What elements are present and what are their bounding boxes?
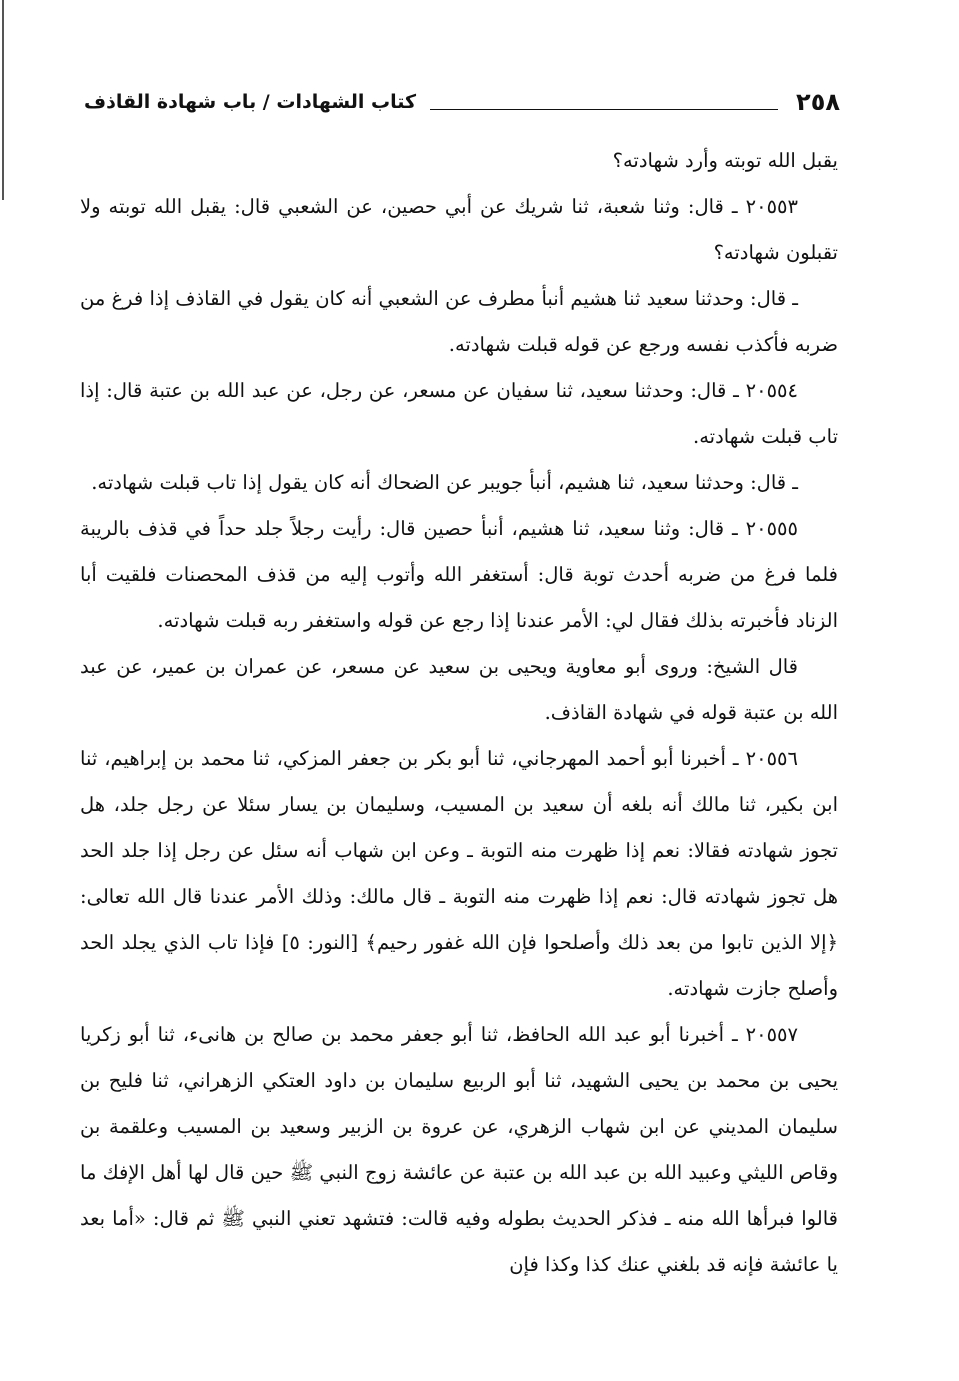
paragraph-hadith-20554: ٢٠٥٥٤ ـ قال: وحدثنا سعيد، ثنا سفيان عن مسعر، عن رجل، عن عبد الله بن عتبة قال: إذا تاب قبلت شهادته. [80, 379, 838, 448]
running-title: كتاب الشهادات / باب شهادة القاذف [84, 91, 417, 113]
page-number: ٢٥٨ [796, 88, 840, 116]
paragraph-hadith-20556: ٢٠٥٥٦ ـ أخبرنا أبو أحمد المهرجاني، ثنا أبو بكر بن جعفر المزكي، ثنا محمد بن إبراهيم، ثنا ابن بكير، ثنا مالك أنه بلغه أن سعيد بن المسيب، وسليمان بن يسار سئلا عن رجل جلد، هل تجوز شهادته فقالا: نعم إذا ظهرت منه التوبة ـ وعن ابن شهاب أنه سئل عن رجل إذا جلد الحد هل تجوز شهادته قال: نعم إذا ظهرت منه التوبة ـ قال مالك: وذلك الأمر عندنا قال الله تعالى: ﴿إلا الذين تابوا من بعد ذلك وأصلحوا فإن الله غفور رحيم﴾ [النور: ٥] فإذا تاب الذي يجلد الحد وأصلح جازت شهادته. [80, 747, 839, 1000]
paragraph-athar-dahhak: ـ قال: وحدثنا سعيد، ثنا هشيم، أنبأ جويبر عن الضحاك أنه كان يقول إذا تاب قبلت شهادته. [91, 471, 798, 494]
paragraph-hadith-20553: ٢٠٥٥٣ ـ قال: وثنا شعبة، ثنا شريك عن أبي حصين، عن الشعبي قال: يقبل الله توبته ولا تقبلون شهادته؟ [80, 195, 838, 264]
paragraph-continuation: يقبل الله توبته وأرد شهادته؟ [612, 149, 838, 172]
paragraph-shaykh-note: قال الشيخ: وروى أبو معاوية ويحيى بن سعيد عن مسعر، عن عمران بن عمير، عن عبد الله بن عتبة قوله في شهادة القاذف. [80, 655, 838, 724]
paragraph-athar-shabi: ـ قال: وحدثنا سعيد ثنا هشيم أنبأ مطرف عن الشعبي أنه كان يقول في القاذف إذا فرغ من ضربه فأكذب نفسه ورجع عن قوله قبلت شهادته. [80, 287, 838, 356]
body-text [80, 138, 838, 1288]
page-header [84, 82, 840, 116]
paragraph-hadith-20557: ٢٠٥٥٧ ـ أخبرنا أبو عبد الله الحافظ، ثنا أبو جعفر محمد بن صالح بن هانىء، ثنا أبو زكريا يحيى بن محمد بن يحيى الشهيد، ثنا أبو الربيع سليمان بن داود العتكي الزهراني، ثنا فليح بن سليمان المديني عن ابن شهاب الزهري، عن عروة بن الزبير وسعيد بن المسيب وعلقمة بن وقاص الليثي وعبيد الله بن عبد الله بن عتبة عن عائشة زوج النبي ﷺ حين قال لها أهل الإفك ما قالوا فبرأها الله منه ـ فذكر الحديث بطوله وفيه قالت: فتشهد تعني النبي ﷺ ثم قال: «أما بعد يا عائشة فإنه قد بلغني عنك كذا وكذا فإن [80, 1023, 838, 1276]
header-rule [430, 109, 778, 110]
scan-edge-mark [2, 0, 4, 200]
paragraph-hadith-20555: ٢٠٥٥٥ ـ قال: وثنا سعيد، ثنا هشيم، أنبأ حصين قال: رأيت رجلاً جلد حداً في قذف بالريبة فلما فرغ من ضربه أحدث توبة قال: أستغفر الله وأتوب إليه من قذف المحصنات فلقيت أبا الزناد فأخبرته بذلك فقال لي: الأمر عندنا إذا رجع عن قوله واستغفر ربه قبلت شهادته. [80, 517, 838, 632]
